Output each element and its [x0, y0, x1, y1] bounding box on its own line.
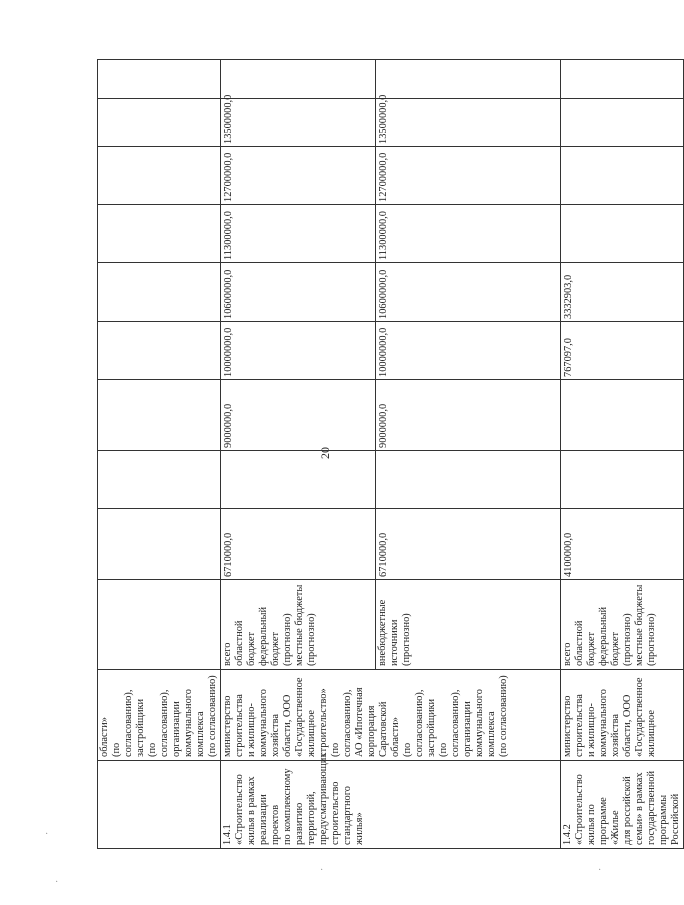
value-cell	[98, 451, 221, 509]
value-cell	[98, 147, 221, 205]
value-cell	[98, 322, 221, 380]
rotated-table-container	[97, 60, 681, 849]
scan-mark: ·	[55, 877, 59, 888]
value-cell	[376, 60, 561, 99]
value-cell	[561, 147, 684, 205]
executor-cell: министерство строительства и жилищно- коммунального хозяйства области, ООО «Государственное жилищное	[561, 670, 684, 761]
scan-mark: ·	[598, 865, 602, 876]
value-cell: 4100000,0	[561, 509, 684, 580]
value-cell: 10600000,0	[376, 263, 561, 322]
source-cell: внебюджетные источники (прогнозно)	[376, 580, 561, 670]
value-cell: 12700000,0	[221, 147, 376, 205]
executor-cell: области» (по согласованию), застройщики (по согласованию), организации коммунального комплекса (по согласованию)	[98, 670, 221, 761]
value-cell	[561, 205, 684, 263]
value-cell: 11300000,0	[376, 205, 561, 263]
name-cell: 1.4.2 «Строительство жилья по программе «Жилье для российской семьи» в рамках государственной программы Российской	[561, 761, 684, 849]
value-cell	[561, 380, 684, 451]
value-cell	[376, 451, 561, 509]
page-number: 20	[318, 447, 332, 459]
program-table	[97, 59, 684, 849]
value-cell: 10000000,0	[376, 322, 561, 380]
value-cell: 10000000,0	[221, 322, 376, 380]
source-cell: всего областной бюджет федеральный бюджет (прогнозно) местные бюджеты (прогнозно)	[561, 580, 684, 670]
table-row	[561, 60, 684, 849]
value-cell: 11300000,0	[221, 205, 376, 263]
name-cell: 1.4.1 «Строительство жилья в рамках реализации проектов по комплексному развитию территорий, предусматривающих строительство стандартного жилья»	[221, 761, 561, 849]
value-cell: 6710000,0	[376, 509, 561, 580]
value-cell	[98, 60, 221, 99]
table-row	[221, 60, 376, 849]
source-cell: всего областной бюджет федеральный бюджет (прогнозно) местные бюджеты (прогнозно)	[221, 580, 376, 670]
value-cell	[561, 451, 684, 509]
value-cell	[98, 380, 221, 451]
source-cell	[98, 580, 221, 670]
value-cell	[98, 509, 221, 580]
value-cell: 13500000,0	[376, 99, 561, 147]
value-cell	[98, 263, 221, 322]
value-cell	[561, 99, 684, 147]
executor-cell: министерство строительства и жилищно- коммунального хозяйства области, ООО «Государственное жилищное строительство» (по согласованию), АО «Ипотечная корпорация Саратовской области» (по согласованию), застройщики (по согласованию), организации коммунального комплекса (по согласованию)	[221, 670, 561, 761]
value-cell	[98, 205, 221, 263]
scan-mark: ·	[45, 829, 49, 840]
value-cell: 9000000,0	[376, 380, 561, 451]
table-row	[98, 60, 221, 849]
value-cell: 9000000,0	[221, 380, 376, 451]
value-cell: 13500000,0	[221, 99, 376, 147]
value-cell	[221, 451, 376, 509]
value-cell: 3332903,0	[561, 263, 684, 322]
value-cell: 6710000,0	[221, 509, 376, 580]
scan-mark: ·	[320, 865, 324, 876]
value-cell	[98, 99, 221, 147]
value-cell	[561, 60, 684, 99]
value-cell: 10600000,0	[221, 263, 376, 322]
value-cell: 767097,0	[561, 322, 684, 380]
value-cell: 12700000,0	[376, 147, 561, 205]
name-cell	[98, 761, 221, 849]
value-cell	[221, 60, 376, 99]
